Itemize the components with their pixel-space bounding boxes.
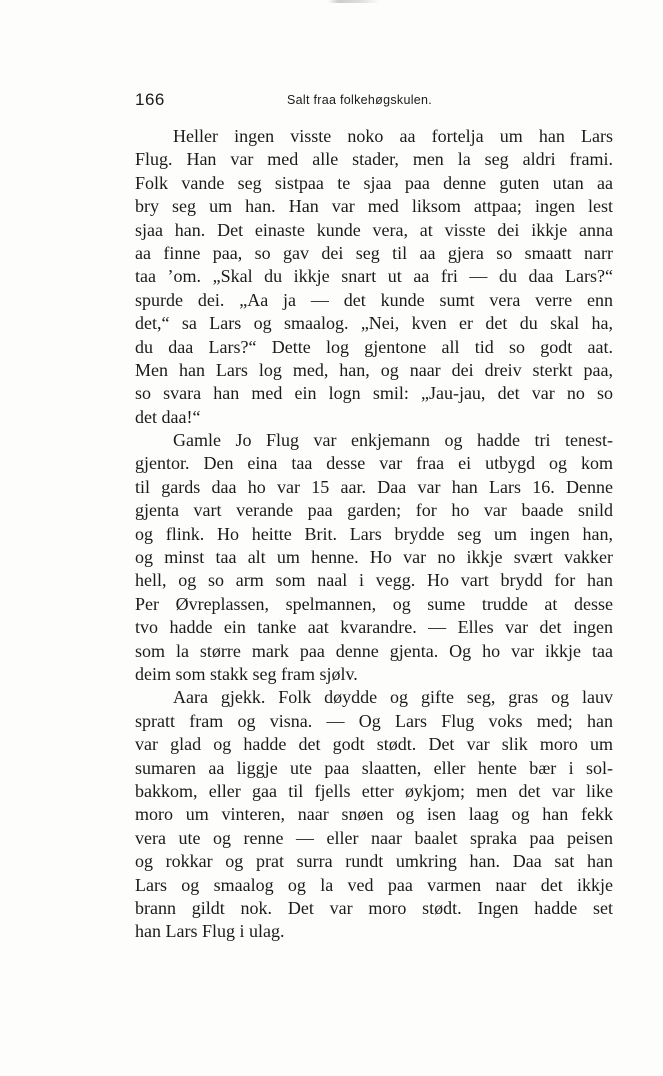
text-line: og minst taa alt um henne. Ho var no ikkje svært vakker	[135, 547, 613, 568]
text-line: hell, og so arm som naal i vegg. Ho vart brydd for han	[135, 570, 613, 591]
text-line: Per Øvreplassen, spelmannen, og sume trudde at desse	[135, 593, 613, 614]
text-body	[135, 125, 613, 944]
text-line: og flink. Ho heitte Brit. Lars brydde seg um ingen han,	[135, 523, 613, 544]
text-line: Folk vande seg sistpaa te sjaa paa denne guten utan aa	[135, 172, 613, 193]
text-line: Heller ingen visste noko aa fortelja um han Lars	[173, 126, 613, 146]
text-line: sumaren aa liggje ute paa slaatten, eller hente bær i sol-	[135, 757, 613, 778]
text-line: spurde dei. „Aa ja — det kunde sumt vera verre enn	[135, 289, 613, 310]
text-line: gjentor. Den eina taa desse var fraa ei utbygd og kom	[135, 453, 613, 474]
paragraph-3	[135, 686, 613, 943]
text-line: bry seg um han. Han var med liksom attpaa; ingen lest	[135, 196, 613, 217]
running-title: Salt fraa folkehøgskulen.	[287, 93, 433, 107]
text-line: bakkom, eller gaa til fjells etter øykjom; men det var like	[135, 780, 613, 801]
text-line: brann gildt nok. Det var moro stødt. Ingen hadde set	[135, 897, 613, 918]
text-line: moro um vinteren, naar snøen og isen laag og han fekk	[135, 804, 613, 825]
text-line: han Lars Flug i ulag.	[135, 921, 285, 942]
page-header	[135, 90, 613, 114]
text-line: Men han Lars log med, han, og naar dei dreiv sterkt paa,	[135, 359, 613, 380]
text-line: deim som stakk seg fram sjølv.	[135, 663, 358, 684]
text-line: Aara gjekk. Folk døydde og gifte seg, gras og lauv	[173, 687, 613, 708]
paragraph-2	[135, 429, 613, 686]
text-line: gjenta vart verande paa garden; for ho var baade snild	[135, 500, 613, 521]
page-number: 166	[135, 90, 165, 109]
text-line: sjaa han. Det einaste kunde vera, at visste dei ikkje anna	[135, 219, 613, 240]
text-line: Flug. Han var med alle stader, men la seg aldri frami.	[135, 149, 613, 170]
paragraph-1	[135, 125, 613, 429]
text-line: til gards daa ho var 15 aar. Daa var han Lars 16. Denne	[135, 476, 613, 497]
scan-artifact	[328, 0, 380, 3]
text-line: tvo hadde ein tanke aat kvarandre. — Elles var det ingen	[135, 617, 613, 638]
text-line: var glad og hadde det godt stødt. Det var slik moro um	[135, 734, 613, 755]
text-line: aa finne paa, so gav dei seg til aa gjera so smaatt narr	[135, 242, 613, 263]
text-line: det daa!“	[135, 406, 201, 427]
text-line: du daa Lars?“ Dette log gjentone all tid so godt aat.	[135, 336, 613, 357]
text-line: som la større mark paa denne gjenta. Og ho var ikkje taa	[135, 640, 613, 661]
text-line: det,“ sa Lars og smaalog. „Nei, kven er det du skal ha,	[135, 313, 613, 334]
text-line: taa ’om. „Skal du ikkje snart ut aa fri — du daa Lars?“	[135, 266, 613, 287]
text-line: og rokkar og prat surra rundt umkring han. Daa sat han	[135, 851, 613, 872]
text-line: vera ute og renne — eller naar baalet spraka paa peisen	[135, 827, 613, 848]
text-line: Lars og smaalog og la ved paa varmen naar det ikkje	[135, 874, 613, 895]
text-line: Gamle Jo Flug var enkjemann og hadde tri tenest-	[173, 430, 613, 451]
text-line: so svara han med ein logn smil: „Jau-jau, det var no so	[135, 383, 613, 404]
text-line: spratt fram og visna. — Og Lars Flug voks med; han	[135, 710, 613, 731]
